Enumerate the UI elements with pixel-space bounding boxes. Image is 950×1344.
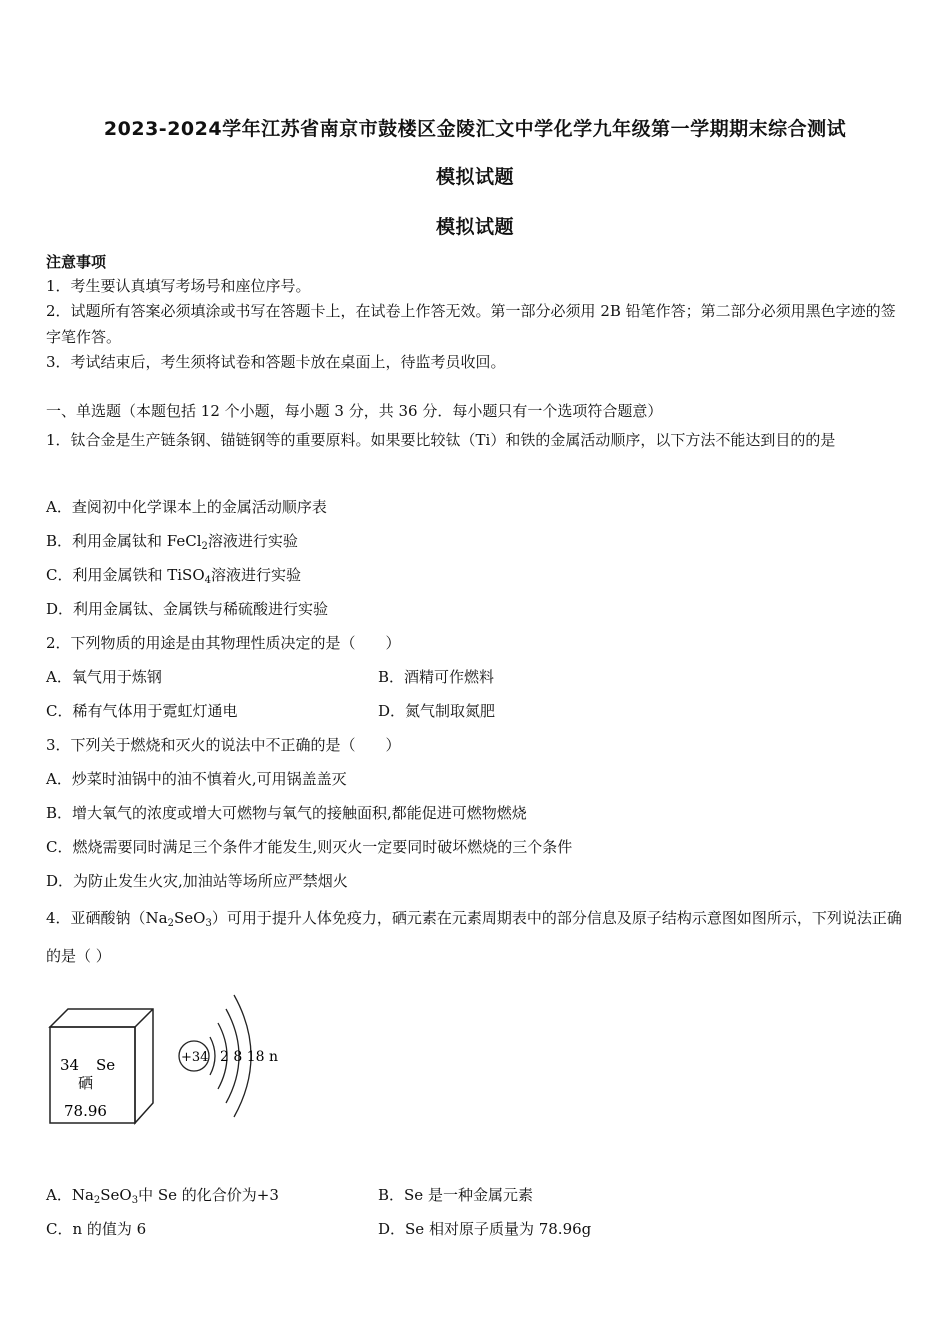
q3-option-c: C．燃烧需要同时满足三个条件才能发生,则灭火一定要同时破坏燃烧的三个条件 [46, 838, 573, 856]
q2-option-d: D．氮气制取氮肥 [378, 702, 496, 720]
atomic-number: 34 [60, 1056, 80, 1074]
shell-electrons: 2 8 18 n [220, 1049, 278, 1065]
q1-option-d: D．利用金属钛、金属铁与稀硫酸进行实验 [46, 600, 329, 618]
exam-title-line3: 模拟试题 [435, 216, 514, 238]
q1-option-a: A．查阅初中化学课本上的金属活动顺序表 [46, 498, 327, 516]
q1-option-c: C．利用金属铁和 TiSO$_4$溶液进行实验 [46, 566, 302, 586]
q4-option-a: A．$Na_2SeO_3$中 Se 的化合价为+3 [46, 1186, 279, 1206]
q2-stem: 2．下列物质的用途是由其物理性质决定的是（ ） [46, 634, 401, 652]
selenium-figure [40, 985, 300, 1135]
atom-structure [179, 995, 278, 1117]
section-heading: 一、单选题（本题包括 12 个小题，每小题 3 分，共 36 分．每小题只有一个选项符合题意） [46, 402, 663, 420]
q1-option-b: B．利用金属钛和 FeCl$_2$溶液进行实验 [46, 532, 298, 552]
q2-option-b: B．酒精可作燃料 [378, 668, 495, 686]
notice-item-2: 2．试题所有答案必须填涂或书写在答题卡上，在试卷上作答无效。第一部分必须用 2B 铅笔作答；第二部分必须用黑色字迹的签字笔作答。 [46, 302, 896, 346]
q4-option-d: D．Se 相对原子质量为 78.96g [378, 1220, 592, 1238]
q2-option-c: C．稀有气体用于霓虹灯通电 [46, 702, 238, 720]
shell-arc-1 [210, 1037, 215, 1075]
nucleus-charge: +34 [181, 1050, 209, 1065]
periodic-cell [50, 1009, 153, 1123]
element-symbol: Se [96, 1056, 116, 1074]
exam-title-line1: 2023-2024学年江苏省南京市鼓楼区金陵汇文中学化学九年级第一学期期末综合测试 [103, 118, 847, 140]
q4-option-c: C．n 的值为 6 [46, 1220, 147, 1238]
q3-option-a: A．炒菜时油锅中的油不慎着火,可用锅盖盖灭 [46, 770, 347, 788]
element-name: 硒 [78, 1074, 94, 1092]
exam-title-line2: 模拟试题 [435, 166, 514, 188]
notice-item-1: 1．考生要认真填写考场号和座位序号。 [46, 277, 311, 295]
q2-option-a: A．氧气用于炼钢 [46, 668, 162, 686]
notice-heading: 注意事项 [46, 253, 107, 271]
notice-item-3: 3．考试结束后，考生须将试卷和答题卡放在桌面上，待监考员收回。 [46, 353, 506, 371]
q3-stem: 3．下列关于燃烧和灭火的说法中不正确的是（ ） [46, 736, 401, 754]
q3-option-b: B．增大氧气的浓度或增大可燃物与氧气的接触面积,都能促进可燃物燃烧 [46, 804, 527, 822]
atomic-mass: 78.96 [64, 1102, 107, 1120]
q4-option-b: B．Se 是一种金属元素 [378, 1186, 533, 1204]
q4-stem: 4．亚硒酸钠$(Na_2SeO_3)$可用于提升人体免疫力，硒元素在元素周期表中的部分信息及原子结构示意图如图所示，下列说法正确的是（ ） [46, 909, 902, 965]
q1-stem: 1．钛合金是生产链条钢、锚链钢等的重要原料。如果要比较钛（Ti）和铁的金属活动顺序，以下方法不能达到目的的是 [46, 431, 836, 449]
q3-option-d: D．为防止发生火灾,加油站等场所应严禁烟火 [46, 872, 348, 890]
